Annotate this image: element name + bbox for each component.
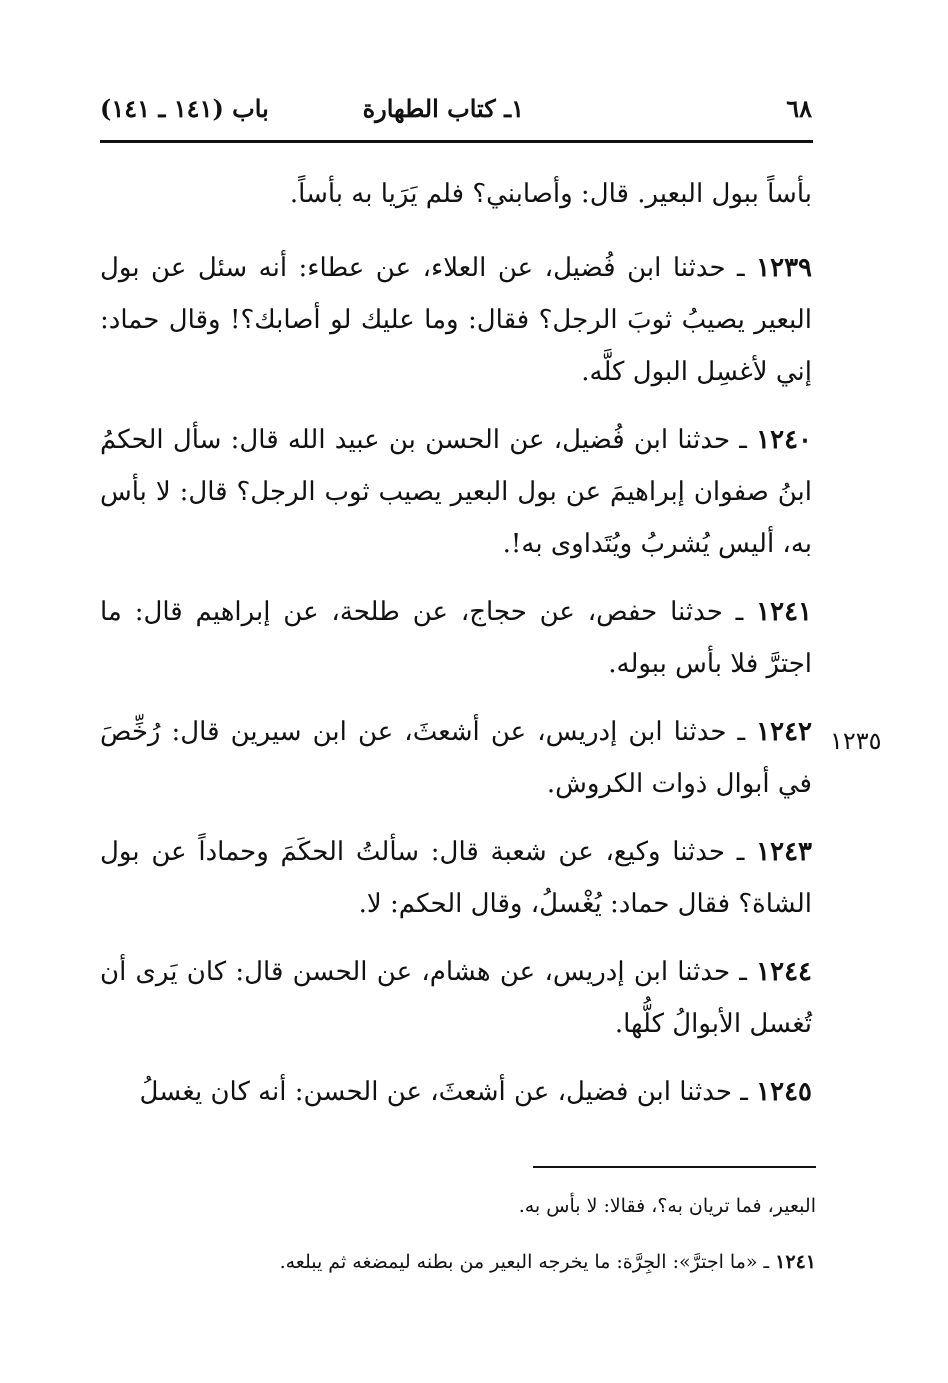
hadith-number: ١٢٤٥ [756, 1077, 812, 1107]
footnote-continuation: البعير، فما تريان به؟، فقالا: لا بأس به. [518, 1195, 816, 1217]
page-header [100, 94, 812, 134]
footnotes [100, 1186, 816, 1298]
hadith-text: ـ حدثنا وكيع، عن شعبة قال: سألتُ الحكَمَ وحماداً عن بول الشاة؟ فقال حماد: يُغْسلُ، وقال الحكم: لا. [100, 837, 812, 919]
hadith-number: ١٢٤١ [756, 597, 813, 627]
hadith-text: ـ حدثنا ابن إدريس، عن أشعثَ، عن ابن سيرين قال: رُخِّصَ في أبوال ذوات الكروش. [100, 717, 812, 799]
hadith-1242 [100, 706, 812, 810]
margin-reference-number: ١٢٣٥ [830, 727, 882, 755]
footnote-text: ـ «ما اجترَّ»: الجِرَّة: ما يخرجه البعير من بطنه ليمضغه ثم يبلعه. [279, 1251, 770, 1273]
hadith-text: ـ حدثنا ابن فضيل، عن أشعثَ، عن الحسن: أنه كان يغسلُ [139, 1077, 748, 1107]
main-text [100, 168, 812, 1134]
hadith-1241 [100, 586, 812, 690]
continuation-paragraph: بأساً ببول البعير. قال: وأصابني؟ فلم يَرَيا به بأساً. [289, 179, 812, 209]
page-number: ٦٨ [786, 94, 812, 123]
hadith-number: ١٢٣٩ [756, 253, 813, 283]
hadith-1244 [100, 946, 812, 1050]
hadith-number: ١٢٤٣ [756, 837, 812, 867]
hadith-text: ـ حدثنا ابن فُضيل، عن العلاء، عن عطاء: أنه سئل عن بول البعير يصيبُ ثوبَ الرجل؟ فقال: وما عليك لو أصابك؟! وقال حماد: إني لأغسِل البول كلَّه. [100, 253, 812, 387]
footnote-number: ١٢٤١ [775, 1251, 816, 1273]
chapter-range: باب (١٤١ ـ ١٤١) [100, 94, 269, 123]
footnote-1241 [100, 1242, 816, 1282]
footnote-rule [533, 1166, 816, 1168]
hadith-1245 [100, 1066, 812, 1118]
hadith-1243 [100, 826, 812, 930]
hadith-text: ـ حدثنا حفص، عن حجاج، عن طلحة، عن إبراهيم قال: ما اجترَّ فلا بأس ببوله. [100, 597, 812, 679]
hadith-1240 [100, 414, 812, 570]
hadith-number: ١٢٤٤ [756, 957, 813, 987]
hadith-number: ١٢٤٢ [756, 717, 813, 747]
hadith-text: ـ حدثنا ابن إدريس، عن هشام، عن الحسن قال: كان يَرى أن تُغسل الأبوالُ كلُّها. [100, 957, 812, 1039]
hadith-1239 [100, 242, 812, 398]
header-rule [100, 140, 813, 143]
hadith-text: ـ حدثنا ابن فُضيل، عن الحسن بن عبيد الله قال: سأل الحكمُ ابنُ صفوان إبراهيمَ عن بول البعير يصيب ثوب الرجل؟ قال: لا بأس به، أليس يُشربُ ويُتَداوى به!. [100, 425, 812, 559]
book-title: ١ـ كتاب الطهارة [362, 94, 524, 123]
hadith-number: ١٢٤٠ [756, 425, 813, 455]
